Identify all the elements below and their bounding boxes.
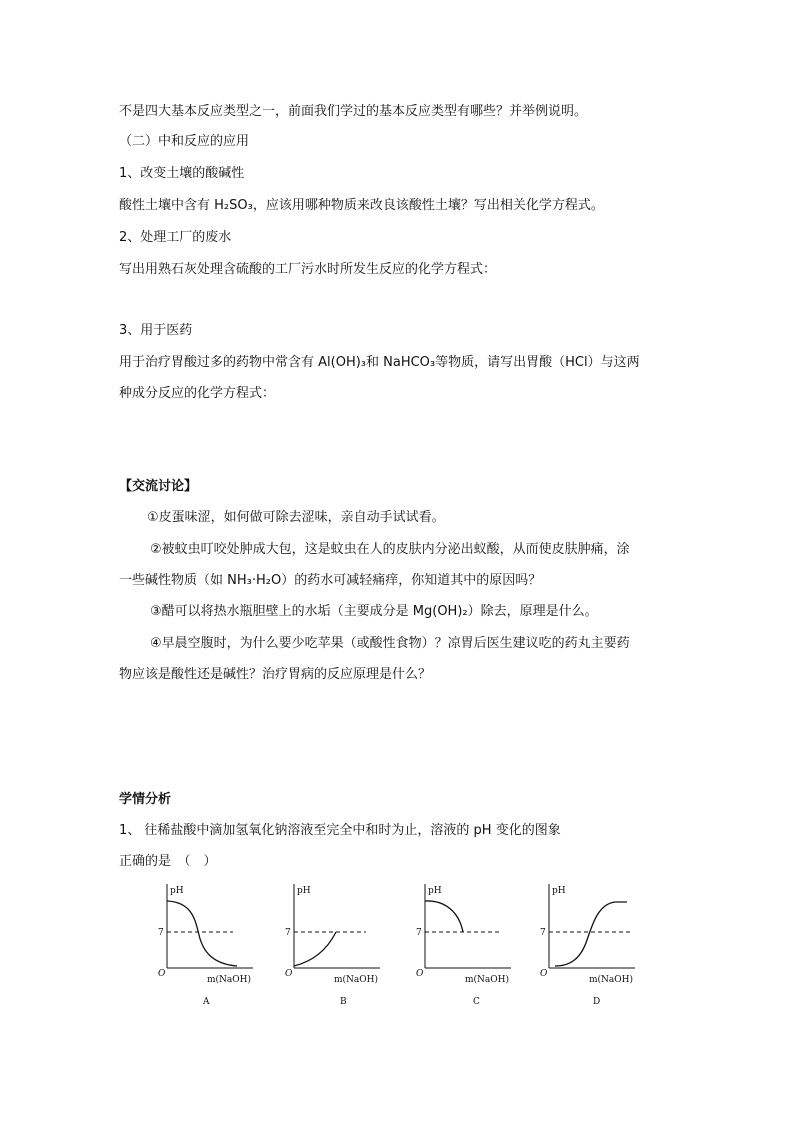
ph-curve — [294, 932, 336, 966]
graph-c[interactable] — [413, 880, 528, 1020]
y-axis-label: pH — [170, 886, 184, 896]
graph-d[interactable] — [537, 880, 652, 1020]
x-axis-label: m(NaOH) — [207, 975, 252, 985]
graph-a[interactable] — [155, 880, 270, 1020]
paragraph-medicine-question-1: 用于治疗胃酸过多的药物中常含有 Al(OH)₃和 NaHCO₃等物质，请写出胃酸（HCl）与这两 — [119, 355, 640, 370]
option-label: B — [340, 997, 347, 1007]
graph-a-plot — [155, 880, 270, 1020]
graph-b-plot — [282, 880, 397, 1020]
paragraph-basic-reaction-types: 不是四大基本反应类型之一，前面我们学过的基本反应类型有哪些？并举例说明。 — [119, 104, 588, 119]
discussion-question-4b: 物应该是酸性还是碱性？治疗胃病的反应原理是什么？ — [119, 667, 432, 682]
discussion-question-2a: ②被蚊虫叮咬处肿成大包，这是蚊虫在人的皮肤内分泌出蚁酸，从而使皮肤肿痛，涂 — [150, 542, 630, 557]
item-wastewater: 2、处理工厂的废水 — [119, 230, 232, 245]
option-label: D — [593, 997, 601, 1007]
discussion-question-3: ③醋可以将热水瓶胆壁上的水垢（主要成分是 Mg(OH)₂）除去，原理是什么。 — [150, 604, 598, 619]
option-label: C — [473, 997, 480, 1007]
analysis-question-1a: 1、 往稀盐酸中滴加氢氧化钠溶液至完全中和时为止，溶液的 pH 变化的图象 — [119, 823, 561, 838]
y-axis-label: pH — [428, 886, 442, 896]
ph-curve — [425, 901, 463, 932]
discussion-question-4a: ④早晨空腹时，为什么要少吃苹果（或酸性食物）？凉胃后医生建议吃的药丸主要药 — [150, 636, 630, 651]
paragraph-soil-question: 酸性土壤中含有 H₂SO₃，应该用哪种物质来改良该酸性土壤？写出相关化学方程式。 — [119, 198, 604, 213]
item-medicine: 3、用于医药 — [119, 323, 193, 338]
origin-label: O — [158, 969, 166, 979]
analysis-heading: 学情分析 — [119, 792, 172, 807]
ph-curve — [167, 901, 237, 966]
x-axis-label: m(NaOH) — [334, 975, 379, 985]
origin-label: O — [416, 969, 424, 979]
graph-c-plot — [413, 880, 528, 1020]
ph7-label: 7 — [158, 928, 164, 938]
option-label: A — [203, 997, 210, 1007]
discussion-question-2b: 一些碱性物质（如 NH₃·H₂O）的药水可减轻痛痒，你知道其中的原因吗？ — [119, 573, 542, 588]
origin-label: O — [285, 969, 293, 979]
ph7-label: 7 — [540, 928, 546, 938]
y-axis-label: pH — [552, 886, 566, 896]
ph-curve — [555, 902, 627, 966]
discussion-question-1: ①皮蛋味涩，如何做可除去涩味，亲自动手试试看。 — [147, 510, 445, 525]
paragraph-medicine-question-2: 种成分反应的化学方程式： — [119, 386, 276, 401]
discussion-heading: 【交流讨论】 — [119, 479, 198, 494]
analysis-question-1b: 正确的是 （ ） — [119, 854, 217, 869]
ph7-label: 7 — [416, 928, 422, 938]
origin-label: O — [540, 969, 548, 979]
paragraph-wastewater-question: 写出用熟石灰处理含硫酸的工厂污水时所发生反应的化学方程式： — [119, 262, 497, 277]
y-axis-label: pH — [297, 886, 311, 896]
item-soil-acidity: 1、改变土壤的酸碱性 — [119, 166, 245, 181]
graph-d-plot — [537, 880, 652, 1020]
x-axis-label: m(NaOH) — [465, 975, 510, 985]
x-axis-label: m(NaOH) — [589, 975, 634, 985]
ph7-label: 7 — [285, 928, 291, 938]
graph-b[interactable] — [282, 880, 397, 1020]
section-heading-applications: （二）中和反应的应用 — [119, 134, 250, 149]
